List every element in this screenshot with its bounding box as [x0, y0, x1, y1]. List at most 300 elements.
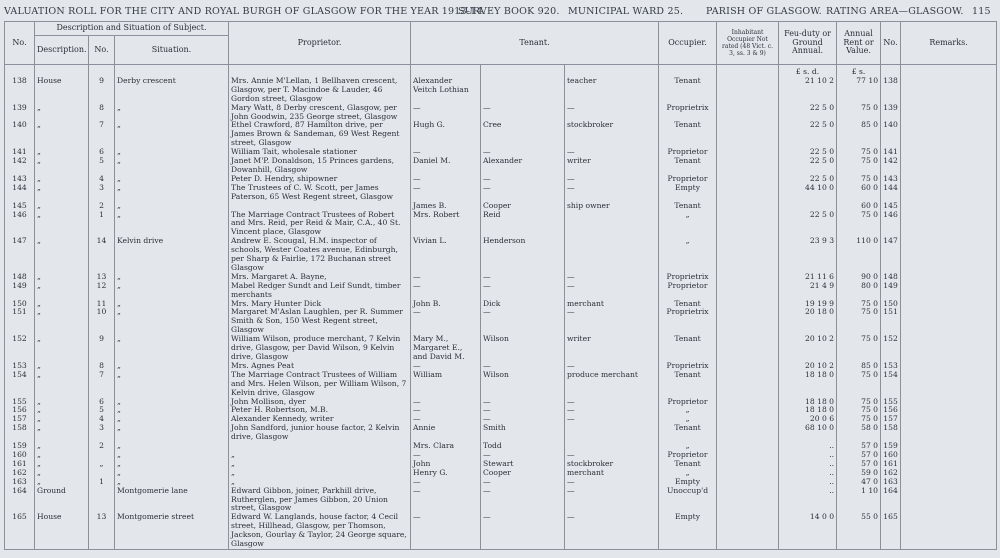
row-annual-rent: 75 0 [837, 371, 881, 398]
row-no-right: 157 [881, 415, 901, 424]
col-proprietor: Proprietor. [229, 22, 411, 65]
row-inhabitant [717, 362, 779, 371]
row-occupier: Tenant [659, 424, 717, 442]
row-occupier: Empty [659, 184, 717, 202]
row-no-right: 142 [881, 157, 901, 175]
row-proprietor: „ [229, 460, 411, 469]
table-row [5, 77, 997, 104]
row-inhabitant [717, 121, 779, 148]
col-annual-rent: Annual Rent or Value. [837, 22, 881, 65]
table-row [5, 282, 997, 300]
row-description: „ [35, 415, 89, 424]
row-annual-rent: 85 0 [837, 121, 881, 148]
table-row [5, 415, 997, 424]
row-tenant-last: Cooper [481, 469, 565, 478]
row-annual-rent: 60 0 [837, 202, 881, 211]
row-inhabitant [717, 175, 779, 184]
row-description: „ [35, 300, 89, 309]
row-situation: „ [115, 273, 229, 282]
row-feu-duty: 20 10 2 [779, 335, 837, 362]
row-proprietor: „ [229, 469, 411, 478]
row-feu-duty: .. [779, 478, 837, 487]
row-occupier: „ [659, 406, 717, 415]
row-description: „ [35, 308, 89, 335]
row-remarks [901, 442, 997, 451]
row-tenant-first: John [411, 460, 481, 469]
row-no-right: 147 [881, 237, 901, 273]
row-number: 6 [89, 398, 115, 407]
row-no: 147 [5, 237, 35, 273]
row-situation: „ [115, 211, 229, 238]
row-no: 150 [5, 300, 35, 309]
row-tenant-last: — [481, 362, 565, 371]
row-number: 2 [89, 442, 115, 451]
row-tenant-occupation [565, 211, 659, 238]
row-tenant-last: — [481, 308, 565, 335]
row-occupier: Proprietor [659, 175, 717, 184]
row-remarks [901, 148, 997, 157]
row-proprietor: William Wilson, produce merchant, 7 Kelvin drive, Glasgow, per David Wilson, 9 Kelvin drive, Glasgow [229, 335, 411, 362]
row-no-right: 161 [881, 460, 901, 469]
table-row [5, 273, 997, 282]
row-proprietor [229, 442, 411, 451]
row-feu-duty: .. [779, 487, 837, 514]
row-tenant-last: — [481, 451, 565, 460]
row-no-right: 141 [881, 148, 901, 157]
row-tenant-first: — [411, 451, 481, 460]
row-no-right: 152 [881, 335, 901, 362]
row-tenant-occupation: writer [565, 335, 659, 362]
row-no-right: 154 [881, 371, 901, 398]
row-no-right: 159 [881, 442, 901, 451]
row-no-right: 160 [881, 451, 901, 460]
row-description: „ [35, 202, 89, 211]
row-tenant-first: — [411, 104, 481, 122]
row-occupier: Proprietor [659, 282, 717, 300]
row-no: 148 [5, 273, 35, 282]
row-feu-duty: 20 18 0 [779, 308, 837, 335]
page-number: 115 [972, 6, 991, 17]
row-remarks [901, 237, 997, 273]
row-inhabitant [717, 308, 779, 335]
row-tenant-occupation: — [565, 487, 659, 514]
row-no-right: 155 [881, 398, 901, 407]
row-occupier: Proprietrix [659, 273, 717, 282]
row-no: 164 [5, 487, 35, 514]
row-occupier: „ [659, 237, 717, 273]
row-no: 141 [5, 148, 35, 157]
row-inhabitant [717, 273, 779, 282]
row-feu-duty: .. [779, 460, 837, 469]
row-no: 155 [5, 398, 35, 407]
row-proprietor: The Trustees of C. W. Scott, per James Paterson, 65 West Regent street, Glasgow [229, 184, 411, 202]
row-annual-rent: 60 0 [837, 184, 881, 202]
row-tenant-last: Cooper [481, 202, 565, 211]
row-description: „ [35, 211, 89, 238]
row-no: 144 [5, 184, 35, 202]
row-no-right: 144 [881, 184, 901, 202]
row-description: „ [35, 282, 89, 300]
row-tenant-last [481, 77, 565, 104]
row-description: „ [35, 398, 89, 407]
row-tenant-last: Smith [481, 424, 565, 442]
row-number: 9 [89, 335, 115, 362]
row-tenant-first: — [411, 362, 481, 371]
row-feu-duty: .. [779, 442, 837, 451]
rent-units: £ s. [837, 65, 881, 77]
row-description: House [35, 77, 89, 104]
roll-title: VALUATION ROLL FOR THE CITY AND ROYAL BURGH OF GLASGOW FOR THE YEAR 1913-14. [4, 6, 486, 17]
row-tenant-first: — [411, 308, 481, 335]
row-feu-duty: 21 10 2 [779, 77, 837, 104]
row-occupier: Proprietrix [659, 362, 717, 371]
row-tenant-first: Henry G. [411, 469, 481, 478]
row-situation: „ [115, 451, 229, 460]
row-no: 153 [5, 362, 35, 371]
table-row [5, 478, 997, 487]
row-no: 159 [5, 442, 35, 451]
row-number: 5 [89, 406, 115, 415]
table-row [5, 460, 997, 469]
row-annual-rent: 75 0 [837, 175, 881, 184]
row-remarks [901, 335, 997, 362]
row-description: „ [35, 157, 89, 175]
row-number [89, 469, 115, 478]
row-tenant-occupation: teacher [565, 77, 659, 104]
row-occupier: Tenant [659, 77, 717, 104]
row-no-right: 145 [881, 202, 901, 211]
row-description: „ [35, 362, 89, 371]
row-proprietor: Edward Gibbon, joiner, Parkhill drive, Rutherglen, per James Gibbon, 20 Union street, Glasgow [229, 487, 411, 514]
row-inhabitant [717, 398, 779, 407]
row-description: „ [35, 460, 89, 469]
row-remarks [901, 424, 997, 442]
row-tenant-first: Mary M., Margaret E., and David M. [411, 335, 481, 362]
table-body [5, 65, 997, 550]
row-proprietor: Mary Watt, 8 Derby crescent, Glasgow, per John Goodwin, 235 George street, Glasgow [229, 104, 411, 122]
row-proprietor: Janet M'P. Donaldson, 15 Princes gardens, Dowanhill, Glasgow [229, 157, 411, 175]
row-number: 4 [89, 415, 115, 424]
row-occupier: Tenant [659, 335, 717, 362]
row-no-right: 151 [881, 308, 901, 335]
row-tenant-occupation: merchant [565, 469, 659, 478]
col-occupier: Occupier. [659, 22, 717, 65]
row-remarks [901, 362, 997, 371]
row-annual-rent: 110 0 [837, 237, 881, 273]
row-number: „ [89, 460, 115, 469]
row-tenant-last: — [481, 406, 565, 415]
col-no-right: No. [881, 22, 901, 65]
row-tenant-occupation: — [565, 398, 659, 407]
row-no: 163 [5, 478, 35, 487]
row-tenant-occupation [565, 442, 659, 451]
row-annual-rent: 55 0 [837, 513, 881, 549]
row-occupier: Tenant [659, 202, 717, 211]
row-tenant-first: — [411, 478, 481, 487]
row-feu-duty: 22 5 0 [779, 211, 837, 238]
row-situation: „ [115, 308, 229, 335]
row-tenant-first: Vivian L. [411, 237, 481, 273]
row-tenant-occupation: stockbroker [565, 121, 659, 148]
row-annual-rent: 77 10 [837, 77, 881, 104]
row-description: „ [35, 335, 89, 362]
col-number: No. [89, 36, 115, 65]
row-occupier: Tenant [659, 121, 717, 148]
row-tenant-last: — [481, 184, 565, 202]
row-tenant-last: — [481, 273, 565, 282]
row-situation: „ [115, 104, 229, 122]
row-tenant-occupation: — [565, 513, 659, 549]
row-annual-rent: 57 0 [837, 442, 881, 451]
row-tenant-first: — [411, 398, 481, 407]
row-feu-duty: 22 5 0 [779, 175, 837, 184]
row-no: 145 [5, 202, 35, 211]
col-tenant: Tenant. [411, 22, 659, 65]
table-row [5, 406, 997, 415]
row-feu-duty: .. [779, 469, 837, 478]
row-number: 1 [89, 478, 115, 487]
row-tenant-occupation: — [565, 415, 659, 424]
row-proprietor: John Mollison, dyer [229, 398, 411, 407]
row-remarks [901, 77, 997, 104]
row-situation: „ [115, 121, 229, 148]
row-no-right: 164 [881, 487, 901, 514]
row-number: 6 [89, 148, 115, 157]
row-feu-duty: 21 4 9 [779, 282, 837, 300]
row-description: House [35, 513, 89, 549]
row-occupier: Tenant [659, 157, 717, 175]
row-inhabitant [717, 202, 779, 211]
feu-units: £ s. d. [779, 65, 837, 77]
row-tenant-occupation: merchant [565, 300, 659, 309]
row-situation: „ [115, 300, 229, 309]
row-no: 140 [5, 121, 35, 148]
row-description: „ [35, 469, 89, 478]
row-proprietor: Mrs. Agnes Peat [229, 362, 411, 371]
row-no-right: 146 [881, 211, 901, 238]
row-situation: „ [115, 371, 229, 398]
row-remarks [901, 273, 997, 282]
row-inhabitant [717, 469, 779, 478]
row-remarks [901, 478, 997, 487]
row-description: „ [35, 478, 89, 487]
row-feu-duty: 23 9 3 [779, 237, 837, 273]
row-situation: „ [115, 175, 229, 184]
row-proprietor: Edward W. Langlands, house factor, 4 Cecil street, Hillhead, Glasgow, per Thomson, Jackson, Gourlay & Taylor, 24 George square, Glasgow [229, 513, 411, 549]
row-situation: Kelvin drive [115, 237, 229, 273]
row-annual-rent: 75 0 [837, 148, 881, 157]
row-inhabitant [717, 371, 779, 398]
row-situation: „ [115, 362, 229, 371]
row-proprietor: „ [229, 478, 411, 487]
row-proprietor: The Marriage Contract Trustees of William and Mrs. Helen Wilson, per William Wilson, 7 Kelvin drive, Glasgow [229, 371, 411, 398]
row-number: 7 [89, 371, 115, 398]
row-no: 160 [5, 451, 35, 460]
row-inhabitant [717, 300, 779, 309]
row-number [89, 451, 115, 460]
row-number: 11 [89, 300, 115, 309]
row-proprietor: John Sandford, junior house factor, 2 Kelvin drive, Glasgow [229, 424, 411, 442]
row-no-right: 148 [881, 273, 901, 282]
row-tenant-first: Daniel M. [411, 157, 481, 175]
row-remarks [901, 121, 997, 148]
row-tenant-occupation: — [565, 175, 659, 184]
table-row [5, 424, 997, 442]
col-remarks: Remarks. [901, 22, 997, 65]
row-proprietor [229, 202, 411, 211]
row-number [89, 487, 115, 514]
row-situation: Montgomerie lane [115, 487, 229, 514]
row-number: 12 [89, 282, 115, 300]
table-row [5, 308, 997, 335]
row-situation: „ [115, 398, 229, 407]
table-row [5, 148, 997, 157]
row-occupier: Tenant [659, 371, 717, 398]
row-tenant-occupation: — [565, 362, 659, 371]
row-tenant-occupation: — [565, 406, 659, 415]
row-feu-duty: 68 10 0 [779, 424, 837, 442]
row-situation: „ [115, 282, 229, 300]
row-inhabitant [717, 157, 779, 175]
row-occupier: Tenant [659, 460, 717, 469]
parish: PARISH OF GLASGOW. [706, 6, 822, 17]
row-annual-rent: 75 0 [837, 308, 881, 335]
row-feu-duty: 22 5 0 [779, 121, 837, 148]
row-no-right: 140 [881, 121, 901, 148]
row-no-right: 162 [881, 469, 901, 478]
col-feu-duty: Feu-duty or Ground Annual. [779, 22, 837, 65]
row-proprietor: William Tait, wholesale stationer [229, 148, 411, 157]
row-annual-rent: 57 0 [837, 451, 881, 460]
row-remarks [901, 469, 997, 478]
row-tenant-first: — [411, 513, 481, 549]
row-tenant-first: Mrs. Robert [411, 211, 481, 238]
row-occupier: Proprietrix [659, 308, 717, 335]
rating-area: RATING AREA—GLASGOW. [826, 6, 964, 17]
row-annual-rent: 75 0 [837, 398, 881, 407]
row-tenant-occupation: — [565, 184, 659, 202]
row-feu-duty: 18 18 0 [779, 406, 837, 415]
row-number: 8 [89, 104, 115, 122]
row-tenant-last: Wilson [481, 371, 565, 398]
row-situation: „ [115, 460, 229, 469]
row-feu-duty: 20 10 2 [779, 362, 837, 371]
row-annual-rent: 75 0 [837, 157, 881, 175]
row-inhabitant [717, 406, 779, 415]
row-situation: „ [115, 478, 229, 487]
row-occupier: „ [659, 415, 717, 424]
row-inhabitant [717, 104, 779, 122]
row-proprietor: The Marriage Contract Trustees of Robert and Mrs. Reid, per Reid & Mair, C.A., 40 St. Vincent place, Glasgow [229, 211, 411, 238]
row-no-right: 156 [881, 406, 901, 415]
row-tenant-last: — [481, 104, 565, 122]
row-number: 3 [89, 424, 115, 442]
row-no: 142 [5, 157, 35, 175]
row-tenant-occupation [565, 237, 659, 273]
row-occupier: „ [659, 469, 717, 478]
row-tenant-first: — [411, 406, 481, 415]
row-proprietor: Mrs. Margaret A. Bayne, [229, 273, 411, 282]
row-tenant-first: Alexander Veitch Lothian [411, 77, 481, 104]
row-number: 3 [89, 184, 115, 202]
row-description: „ [35, 406, 89, 415]
row-no-right: 163 [881, 478, 901, 487]
row-no-right: 149 [881, 282, 901, 300]
row-tenant-last: — [481, 478, 565, 487]
row-tenant-occupation: — [565, 104, 659, 122]
row-no: 139 [5, 104, 35, 122]
row-number: 4 [89, 175, 115, 184]
row-proprietor: Peter H. Robertson, M.B. [229, 406, 411, 415]
row-annual-rent: 58 0 [837, 424, 881, 442]
row-tenant-occupation: — [565, 148, 659, 157]
page-header [0, 6, 1000, 22]
row-no-right: 138 [881, 77, 901, 104]
row-tenant-first: — [411, 148, 481, 157]
row-description: „ [35, 442, 89, 451]
row-tenant-last: — [481, 175, 565, 184]
valuation-table [4, 21, 997, 550]
row-inhabitant [717, 77, 779, 104]
table-row [5, 513, 997, 549]
row-tenant-last: Henderson [481, 237, 565, 273]
col-description-group: Description and Situation of Subject. [35, 22, 229, 36]
row-feu-duty: 14 0 0 [779, 513, 837, 549]
row-description: „ [35, 148, 89, 157]
row-inhabitant [717, 460, 779, 469]
row-tenant-first: John B. [411, 300, 481, 309]
row-proprietor: Andrew E. Scougal, H.M. inspector of schools, Wester Coates avenue, Edinburgh, per Sharp & Fairlie, 172 Buchanan street Glasgow [229, 237, 411, 273]
row-tenant-last: — [481, 513, 565, 549]
row-number: 1 [89, 211, 115, 238]
row-no: 146 [5, 211, 35, 238]
row-no-right: 143 [881, 175, 901, 184]
row-situation: „ [115, 157, 229, 175]
row-no: 151 [5, 308, 35, 335]
row-proprietor: Alexander Kennedy, writer [229, 415, 411, 424]
row-description: „ [35, 424, 89, 442]
row-inhabitant [717, 442, 779, 451]
row-situation: „ [115, 202, 229, 211]
row-annual-rent: 75 0 [837, 300, 881, 309]
row-inhabitant [717, 513, 779, 549]
row-no-right: 153 [881, 362, 901, 371]
row-no: 156 [5, 406, 35, 415]
row-no: 138 [5, 77, 35, 104]
table-row [5, 104, 997, 122]
row-tenant-last: Dick [481, 300, 565, 309]
row-no-right: 139 [881, 104, 901, 122]
table-row [5, 451, 997, 460]
row-situation: „ [115, 442, 229, 451]
col-description: Description. [35, 36, 89, 65]
table-row [5, 237, 997, 273]
row-tenant-last: Alexander [481, 157, 565, 175]
row-remarks [901, 175, 997, 184]
table-row [5, 335, 997, 362]
row-number: 2 [89, 202, 115, 211]
row-proprietor: Mabel Redger Sundt and Leif Sundt, timber merchants [229, 282, 411, 300]
col-inhabitant: Inhabitant Occupier Not rated (48 Vict. c. 3, ss. 3 & 9) [717, 22, 779, 65]
row-description: Ground [35, 487, 89, 514]
table-row [5, 202, 997, 211]
row-occupier: „ [659, 442, 717, 451]
row-annual-rent: 90 0 [837, 273, 881, 282]
row-tenant-first: Annie [411, 424, 481, 442]
row-tenant-occupation: — [565, 478, 659, 487]
row-tenant-last: Cree [481, 121, 565, 148]
row-no-right: 150 [881, 300, 901, 309]
